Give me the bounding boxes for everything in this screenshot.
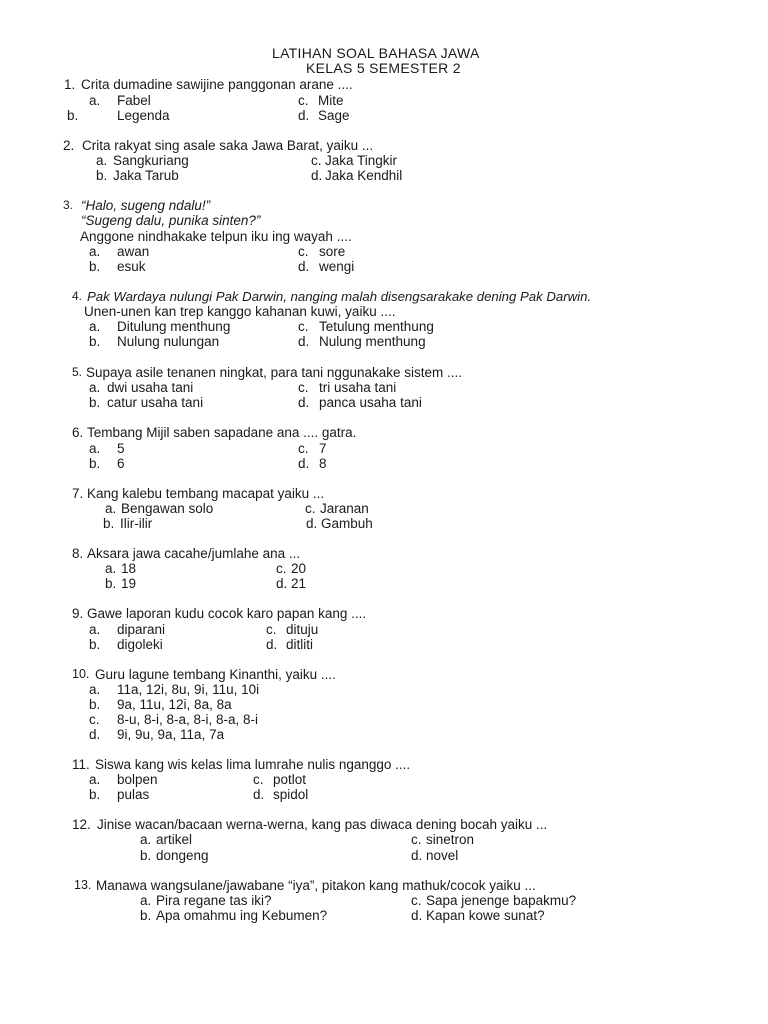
option-key: d. [253, 787, 265, 802]
option-key: c. [305, 501, 316, 516]
option-key: c. [298, 380, 309, 395]
question-number: 8. [72, 546, 84, 561]
question-text: Jinise wacan/bacaan werna-werna, kang pas diwaca dening bocah yaiku ... [97, 817, 548, 832]
question-number: 12. [72, 817, 91, 832]
option-key: b. [89, 259, 101, 274]
option-text: Jaranan [320, 501, 369, 516]
option-key: d. [298, 108, 310, 123]
option-text: 20 [291, 561, 307, 576]
option-text: 9a, 11u, 12i, 8a, 8a [117, 697, 232, 712]
option-key: a. [89, 380, 101, 395]
option-text: catur usaha tani [107, 395, 204, 410]
option-text: sore [319, 244, 346, 259]
option-text: Jaka Kendhil [325, 168, 403, 183]
question-text: Aksara jawa cacahe/jumlahe ana ... [87, 546, 301, 561]
option-text: 8-u, 8-i, 8-a, 8-i, 8-a, 8-i [117, 712, 259, 727]
option-text: potlot [273, 772, 307, 787]
question-text: Crita dumadine sawijine panggonan arane .... [81, 77, 353, 92]
option-key: c. [411, 893, 422, 908]
option-key: c. [89, 712, 100, 727]
question-text: Unen-unen kan trep kanggo kahanan kuwi, yaiku .... [84, 304, 396, 319]
option-key: b. [140, 908, 152, 923]
option-text: 7 [319, 441, 327, 456]
option-key: c. [298, 244, 309, 259]
question-passage: Pak Wardaya nulungi Pak Darwin, nanging malah disengsarakake dening Pak Darwin. [87, 289, 592, 304]
option-key: a. [89, 622, 101, 637]
question-number: 4. [72, 289, 83, 303]
option-text: panca usaha tani [319, 395, 422, 410]
option-key: d. [411, 848, 423, 863]
option-key: c. [311, 153, 322, 168]
question-text: Guru lagune tembang Kinanthi, yaiku .... [95, 667, 336, 682]
option-text: Sapa jenenge bapakmu? [426, 893, 577, 908]
option-key: b. [96, 168, 108, 183]
option-key: d. [298, 259, 310, 274]
option-key: a. [89, 244, 101, 259]
option-key: b. [89, 637, 101, 652]
option-text: 5 [117, 441, 125, 456]
option-key: c. [298, 319, 309, 334]
question-text: Crita rakyat sing asale saka Jawa Barat, yaiku ... [82, 138, 374, 153]
option-text: awan [117, 244, 150, 259]
option-key: b. [67, 108, 79, 123]
question-text: Siswa kang wis kelas lima lumrahe nulis nganggo .... [95, 757, 411, 772]
option-key: a. [89, 319, 101, 334]
option-text: Jaka Tarub [113, 168, 179, 183]
dialog-line: “Halo, sugeng ndalu!” [81, 198, 211, 213]
option-text: Tetulung menthung [319, 319, 434, 334]
option-key: c. [276, 561, 287, 576]
option-key: b. [89, 697, 101, 712]
option-text: sinetron [426, 832, 475, 847]
option-text: dituju [286, 622, 319, 637]
option-text: Fabel [117, 93, 151, 108]
option-key: d. [306, 516, 318, 531]
option-key: a. [89, 93, 101, 108]
question-number: 6. [72, 425, 84, 440]
option-text: Gambuh [321, 516, 373, 531]
page-subtitle: KELAS 5 SEMESTER 2 [306, 60, 461, 76]
option-key: a. [140, 832, 152, 847]
option-text: 9i, 9u, 9a, 11a, 7a [117, 727, 225, 742]
option-text: Nulung menthung [319, 334, 426, 349]
option-text: Mite [318, 93, 344, 108]
option-key: d. [411, 908, 423, 923]
question-number: 13. [74, 878, 92, 892]
question-number: 3. [63, 198, 74, 212]
option-key: c. [298, 441, 309, 456]
option-key: a. [105, 501, 117, 516]
option-key: c. [253, 772, 264, 787]
option-text: diparani [117, 622, 166, 637]
question-text: Kang kalebu tembang macapat yaiku ... [87, 486, 325, 501]
option-text: artikel [156, 832, 193, 847]
question-text: Tembang Mijil saben sapadane ana .... gatra. [87, 425, 357, 440]
option-text: Ilir-ilir [120, 516, 153, 531]
option-text: Pira regane tas iki? [156, 893, 272, 908]
option-key: a. [105, 561, 117, 576]
option-key: d. [266, 637, 278, 652]
dialog-line: “Sugeng dalu, punika sinten?” [81, 213, 261, 228]
option-text: Bengawan solo [121, 501, 214, 516]
option-key: c. [266, 622, 277, 637]
option-key: a. [96, 153, 108, 168]
question-text: Anggone nindhakake telpun iku ing wayah .... [80, 229, 352, 244]
option-key: b. [89, 787, 101, 802]
page-title: LATIHAN SOAL BAHASA JAWA [272, 45, 480, 61]
option-text: 11a, 12i, 8u, 9i, 11u, 10i [117, 682, 260, 697]
option-text: spidol [273, 787, 309, 802]
option-key: b. [89, 395, 101, 410]
option-text: Apa omahmu ing Kebumen? [156, 908, 328, 923]
option-key: d. [311, 168, 323, 183]
question-number: 10. [72, 667, 90, 681]
question-text: Manawa wangsulane/jawabane “iya”, pitakon kang mathuk/cocok yaiku ... [96, 878, 536, 893]
question-text: Gawe laporan kudu cocok karo papan kang .... [87, 606, 367, 621]
question-text: Supaya asile tenanen ningkat, para tani nggunakake sistem .... [86, 365, 462, 380]
option-text: 8 [319, 456, 327, 471]
option-key: b. [103, 516, 115, 531]
option-text: 19 [121, 576, 137, 591]
option-text: 6 [117, 456, 125, 471]
option-text: wengi [319, 259, 355, 274]
question-number: 11. [72, 757, 90, 772]
question-number: 5. [72, 365, 83, 379]
option-text: Sangkuriang [113, 153, 189, 168]
option-text: novel [426, 848, 459, 863]
option-key: d. [276, 576, 288, 591]
option-key: a. [89, 682, 101, 697]
option-key: c. [298, 93, 309, 108]
option-text: pulas [117, 787, 150, 802]
option-key: d. [298, 456, 310, 471]
option-text: dwi usaha tani [107, 380, 194, 395]
option-key: a. [89, 772, 101, 787]
option-key: d. [89, 727, 101, 742]
question-number: 7. [72, 486, 84, 501]
option-text: Kapan kowe sunat? [426, 908, 545, 923]
option-key: c. [411, 832, 422, 847]
option-text: bolpen [117, 772, 158, 787]
option-text: ditliti [286, 637, 314, 652]
option-text: dongeng [156, 848, 209, 863]
option-text: digoleki [117, 637, 163, 652]
option-text: Jaka Tingkir [325, 153, 398, 168]
option-key: b. [89, 334, 101, 349]
option-key: a. [140, 893, 152, 908]
option-text: Nulung nulungan [117, 334, 220, 349]
option-key: b. [105, 576, 117, 591]
option-text: Legenda [117, 108, 170, 123]
option-text: Ditulung menthung [117, 319, 231, 334]
option-text: esuk [117, 259, 146, 274]
option-text: 18 [121, 561, 137, 576]
option-key: a. [89, 441, 101, 456]
option-text: Sage [318, 108, 350, 123]
question-number: 2. [63, 138, 75, 153]
option-key: d. [298, 395, 310, 410]
option-key: b. [89, 456, 101, 471]
option-key: d. [298, 334, 310, 349]
option-text: 21 [291, 576, 307, 591]
option-key: b. [140, 848, 152, 863]
option-text: tri usaha tani [319, 380, 397, 395]
question-number: 9. [72, 606, 84, 621]
question-number: 1. [64, 77, 76, 92]
